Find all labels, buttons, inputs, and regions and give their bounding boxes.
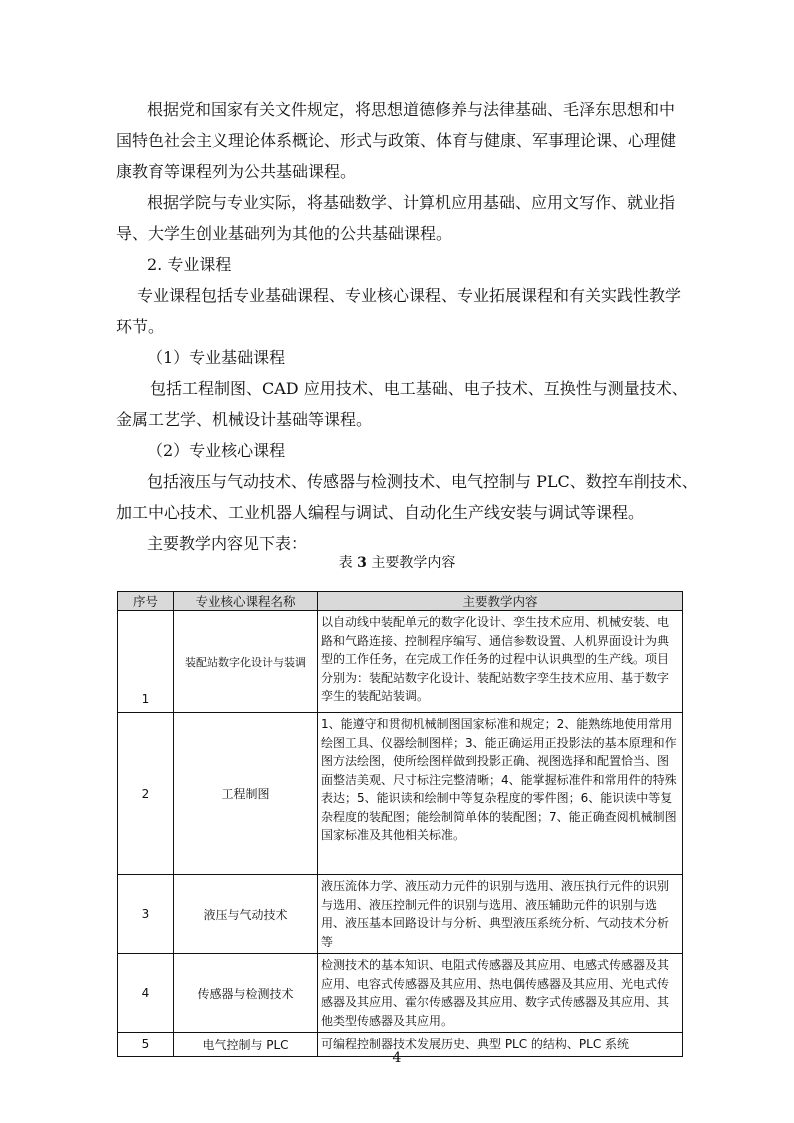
paragraph-line: 康教育等课程列为公共基础课程。 xyxy=(116,162,357,181)
caption-number: 3 xyxy=(357,555,367,571)
paragraph-line: 专业课程包括专业基础课程、专业核心课程、专业拓展课程和有关实践性教学 xyxy=(137,286,682,305)
table-row xyxy=(118,954,683,1033)
page-number: 4 xyxy=(392,1050,402,1066)
row-course-name: 装配站数字化设计与装调 xyxy=(174,611,318,713)
section-heading: 2. 专业课程 xyxy=(147,255,232,274)
paragraph-line: 包括工程制图、CAD 应用技术、电工基础、电子技术、互换性与测量技术、 xyxy=(150,379,688,398)
row-seq: 1 xyxy=(118,611,174,713)
caption-text: 主要教学内容 xyxy=(366,555,456,571)
paragraph-line: 导、大学生创业基础列为其他的公共基础课程。 xyxy=(116,224,453,243)
paragraph-line: 主要教学内容见下表： xyxy=(147,534,308,553)
row-course-name: 传感器与检测技术 xyxy=(174,954,318,1033)
paragraph-line: 加工中心技术、工业机器人编程与调试、自动化生产线安装与调试等课程。 xyxy=(116,503,645,522)
header-course-name: 专业核心课程名称 xyxy=(174,592,318,611)
table-header-row xyxy=(118,592,683,611)
paragraph-line: 根据学院与专业实际，将基础数学、计算机应用基础、应用文写作、就业指 xyxy=(147,193,676,212)
row-content: 可编程控制器技术发展历史、典型 PLC 的结构、PLC 系统 xyxy=(318,1033,683,1057)
caption-prefix: 表 xyxy=(338,555,358,571)
row-seq: 3 xyxy=(118,875,174,954)
row-course-name: 工程制图 xyxy=(174,713,318,875)
paragraph-line: 金属工艺学、机械设计基础等课程。 xyxy=(116,410,373,429)
paragraph-line: 包括液压与气动技术、传感器与检测技术、电气控制与 PLC、数控车削技术、 xyxy=(147,472,698,491)
row-content: 1、能遵守和贯彻机械制图国家标准和规定；2、能熟练地使用常用绘图工具、仪器绘制图样；3、能正确运用正投影法的基本原理和作图方法绘图，使所绘图样做到投影正确、视图选择和配置恰当、图面整洁美观、尺寸标注完整清晰；4、能掌握标准件和常用件的特殊表达；5、能识读和绘制中等复杂程度的零件图；6、能识读中等复杂程度的装配图；能绘制简单体的装配图；7、能正确查阅机械制图国家标准及其他相关标准。 xyxy=(318,713,683,875)
subsection-heading: （1）专业基础课程 xyxy=(147,348,286,367)
table-row xyxy=(118,611,683,713)
header-content: 主要教学内容 xyxy=(318,592,683,611)
row-course-name: 电气控制与 PLC xyxy=(174,1033,318,1057)
row-seq: 5 xyxy=(118,1033,174,1057)
subsection-heading: （2）专业核心课程 xyxy=(147,441,286,460)
paragraph-line: 根据党和国家有关文件规定，将思想道德修养与法律基础、毛泽东思想和中 xyxy=(147,100,676,119)
teaching-content-table xyxy=(117,591,683,1057)
header-seq: 序号 xyxy=(118,592,174,611)
paragraph-line: 国特色社会主义理论体系概论、形式与政策、体育与健康、军事理论课、心理健 xyxy=(116,131,677,150)
row-seq: 4 xyxy=(118,954,174,1033)
table-row xyxy=(118,875,683,954)
row-seq: 2 xyxy=(118,713,174,875)
table-row xyxy=(118,713,683,875)
row-content: 液压流体力学、液压动力元件的识别与选用、液压执行元件的识别与选用、液压控制元件的识别与选用、液压辅助元件的识别与选用、液压基本回路设计与分析、典型液压系统分析、气动技术分析等 xyxy=(318,875,683,954)
row-course-name: 液压与气动技术 xyxy=(174,875,318,954)
row-content: 以自动线中装配单元的数字化设计、孪生技术应用、机械安装、电路和气路连接、控制程序编写、通信参数设置、人机界面设计为典型的工作任务，在完成工作任务的过程中认识典型的生产线。项目分别为：装配站数字化设计、装配站数字孪生技术应用、基于数字孪生的装配站装调。 xyxy=(318,611,683,713)
paragraph-line: 环节。 xyxy=(116,317,165,336)
row-content: 检测技术的基本知识、电阻式传感器及其应用、电感式传感器及其应用、电容式传感器及其应用、热电偶传感器及其应用、光电式传感器及其应用、霍尔传感器及其应用、数字式传感器及其应用、其他类型传感器及其应用。 xyxy=(318,954,683,1033)
table-caption xyxy=(0,552,794,572)
